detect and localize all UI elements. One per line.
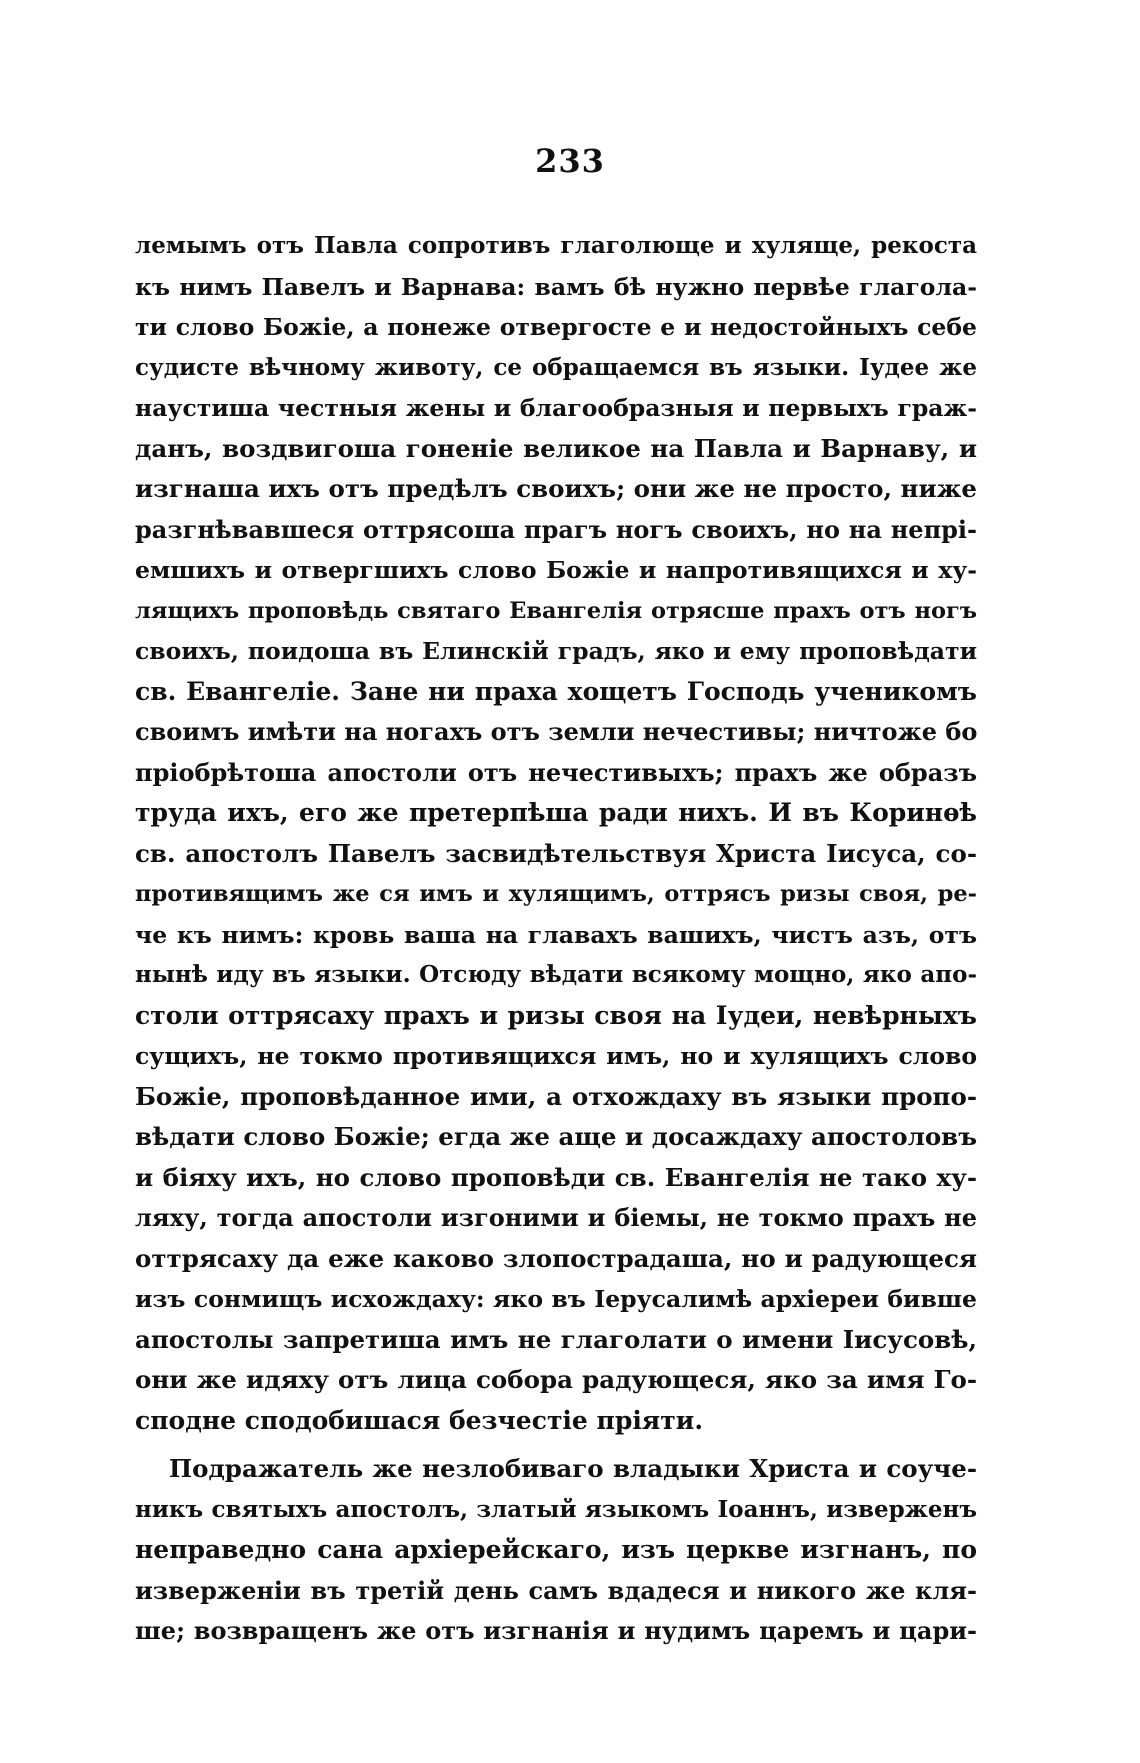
text-line: лящихъ проповѣдь святаго Евангелія отрясше прахъ отъ ногъ (135, 597, 977, 624)
text-line: и біяху ихъ, но слово проповѣди св. Евангелія не тако ху- (135, 1162, 977, 1192)
text-line: своихъ, поидоша въ Елинскій градъ, яко и ему проповѣдати (135, 637, 977, 665)
text-line: разгнѣвавшеся оттрясоша прагъ ногъ своихъ, но на непрі- (135, 514, 977, 544)
text-line: ти слово Божіе, а понеже отвергосте е и недостойныхъ себе (135, 313, 977, 341)
paragraph-2 (135, 1449, 977, 1652)
text-line: Божіе, проповѣданное ими, а отхождаху въ языки пропо- (135, 1081, 977, 1111)
text-line: изверженіи въ третій день самъ вдадеся и никого же кля- (135, 1575, 977, 1605)
paragraph-1 (135, 226, 977, 1441)
text-line: нынѣ иду въ языки. Отсюду вѣдати всякому мощно, яко апо- (135, 961, 977, 988)
text-line: сподне сподобишася безчестіе пріяти. (135, 1405, 704, 1435)
text-line: пріобрѣтоша апостоли отъ нечестивыхъ; прахъ же образъ (135, 757, 977, 787)
text-line: труда ихъ, его же претерпѣша ради нихъ. И въ Коринѳѣ (135, 798, 977, 827)
page-number: 233 (535, 142, 605, 180)
text-line: лемымъ отъ Павла сопротивъ глаголюще и хуляще, рекоста (135, 232, 977, 259)
text-line: ше; возвращенъ же отъ изгнанія и нудимъ царемъ и цари- (135, 1616, 977, 1645)
text-line: столи оттрясаху прахъ и ризы своя на Іудеи, невѣрныхъ (135, 1000, 977, 1030)
text-line: наустиша честныя жены и благообразныя и первыхъ граж- (135, 394, 977, 422)
text-line: св. апостолъ Павелъ засвидѣтельствуя Христа Іисуса, со- (135, 838, 977, 868)
text-line: никъ святыхъ апостолъ, златый языкомъ Іоаннъ, изверженъ (135, 1495, 977, 1523)
text-line: апостолы запретиша имъ не глаголати о имени Іисусовѣ, (135, 1324, 977, 1354)
text-line: сущихъ, не токмо противящихся имъ, но и хулящихъ слово (135, 1042, 977, 1070)
text-line: они же идяху отъ лица собора радующеся, яко за имя Го- (135, 1365, 977, 1394)
text-line: противящимъ же ся имъ и хулящимъ, оттрясъ ризы своя, ре- (135, 881, 977, 907)
text-line: изъ сонмищъ исхождаху: яко въ Іерусалимѣ архіереи бивше (135, 1285, 977, 1313)
text-line: ляху, тогда апостоли изгоними и біемы, не токмо прахъ не (135, 1203, 977, 1232)
text-line: судисте вѣчному животу, се обращаемся въ языки. Іудее же (135, 353, 977, 381)
text-line: данъ, воздвигоша гоненіе великое на Павла и Варнаву, и (135, 433, 977, 463)
text-line: че къ нимъ: кровь ваша на главахъ вашихъ, чистъ азъ, отъ (135, 920, 977, 949)
text-line: къ нимъ Павелъ и Варнава: вамъ бѣ нужно первѣе глагола- (135, 272, 977, 301)
text-line: неправедно сана архіерейскаго, изъ церкве изгнанъ, по (135, 1535, 977, 1564)
text-line: св. Евангеліе. Зане ни праха хощетъ Господь ученикомъ (135, 676, 977, 706)
text-line: Подражатель же незлобиваго владыки Христа и соуче- (169, 1454, 977, 1483)
text-line: вѣдати слово Божіе; егда же аще и досаждаху апостоловъ (135, 1122, 977, 1151)
text-line: своимъ имѣти на ногахъ отъ земли нечестивы; ничтоже бо (135, 717, 977, 746)
text-line: емшихъ и отвергшихъ слово Божіе и напротивящихся и ху- (135, 556, 977, 584)
page-body (135, 226, 977, 1652)
text-line: оттрясаху да еже каково злопострадаша, но и радующеся (135, 1243, 977, 1273)
text-line: изгнаша ихъ отъ предѣлъ своихъ; они же не просто, ниже (135, 474, 977, 503)
